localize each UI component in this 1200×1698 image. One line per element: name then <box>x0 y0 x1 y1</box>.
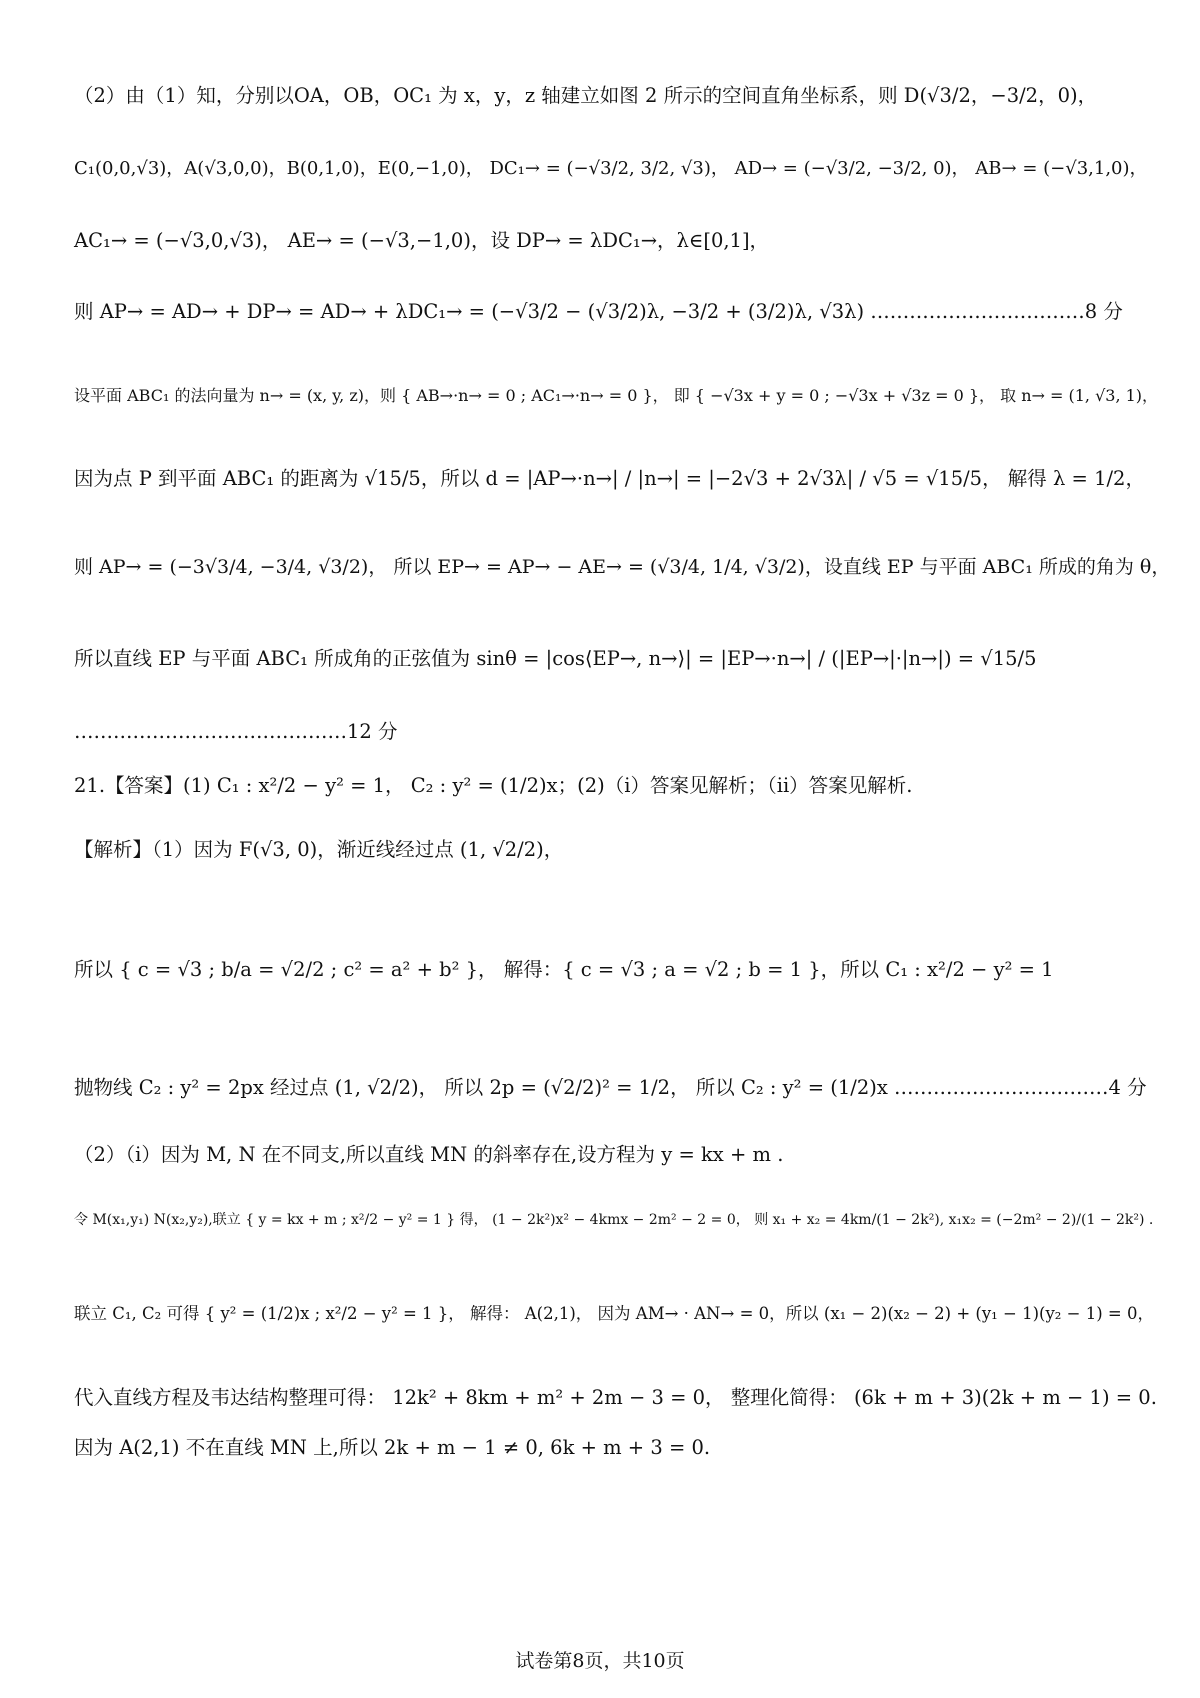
line-analysis-start: 【解析】（1）因为 F(√3, 0)，渐近线经过点 (1, √2/2)， <box>74 838 564 861</box>
line-vieta: 令 M(x₁,y₁) N(x₂,y₂),联立 { y = kx + m ; x²/2 − y² = 1 } 得， (1 − 2k²)x² − 4kmx − 2m² − 2 = 0， 则 x₁ + x₂ = 4km/(1 − 2k²), x₁x₂ = (−2m² − 2)/(1 − 2k²) . <box>74 1212 1154 1228</box>
line-ac1-ae-dp: AC₁→ = (−√3,0,√3)， AE→ = (−√3,−1,0)，设 DP→ = λDC₁→，λ∈[0,1]， <box>74 229 770 252</box>
line-normal-vector: 设平面 ABC₁ 的法向量为 n→ = (x, y, z)，则 { AB→·n→ = 0 ; AC₁→·n→ = 0 }， 即 { −√3x + y = 0 ; −√3x + √3z = 0 }， 取 n→ = (1, √3, 1)， <box>74 386 1159 405</box>
line-sine-value: 所以直线 EP 与平面 ABC₁ 所成角的正弦值为 sinθ = |cos⟨EP→, n→⟩| = |EP→·n→| / (|EP→|·|n→|) = √15/5 <box>74 647 1037 670</box>
line-intersection-a: 联立 C₁, C₂ 可得 { y² = (1/2)x ; x²/2 − y² = 1 }， 解得： A(2,1)， 因为 AM→ · AN→ = 0，所以 (x₁ − 2)(x₂ − 2) + (y₁ − 1)(y₂ − 1) = 0， <box>74 1304 1154 1323</box>
line-coordinate-system: （2）由（1）知，分别以OA，OB，OC₁ 为 x，y，z 轴建立如图 2 所示的空间直角坐标系，则 D(√3/2，−3/2，0)， <box>74 84 1098 107</box>
page-footer: 试卷第8页，共10页 <box>515 1650 685 1672</box>
line-part2-i: （2）（i）因为 M, N 在不同支,所以直线 MN 的斜率存在,设方程为 y = kx + m . <box>74 1143 784 1166</box>
line-distance: 因为点 P 到平面 ABC₁ 的距离为 √15/5，所以 d = |AP→·n→| / |n→| = |−2√3 + 2√3λ| / √5 = √15/5， 解得 λ = 1/2， <box>74 467 1145 490</box>
line-score-12: ……………………………………12 分 <box>74 720 398 743</box>
line-conclusion: 因为 A(2,1) 不在直线 MN 上,所以 2k + m − 1 ≠ 0, 6k + m + 3 = 0. <box>74 1436 711 1459</box>
line-simplify: 代入直线方程及韦达结构整理可得： 12k² + 8km + m² + 2m − 3 = 0， 整理化简得： (6k + m + 3)(2k + m − 1) = 0. <box>74 1386 1157 1409</box>
line-parabola: 抛物线 C₂ : y² = 2px 经过点 (1, √2/2)， 所以 2p = (√2/2)² = 1/2， 所以 C₂ : y² = (1/2)x ……………………………4 分 <box>74 1076 1147 1099</box>
line-points-vectors: C₁(0,0,√3)，A(√3,0,0)，B(0,1,0)，E(0,−1,0)， DC₁→ = (−√3/2, 3/2, √3)， AD→ = (−√3/2, −3/2, 0)， AB→ = (−√3,1,0)， <box>74 158 1148 179</box>
line-ap-vector: 则 AP→ = AD→ + DP→ = AD→ + λDC₁→ = (−√3/2 − (√3/2)λ, −3/2 + (3/2)λ, √3λ) ……………………………8 分 <box>74 300 1123 323</box>
line-q21-answer: 21.【答案】(1) C₁ : x²/2 − y² = 1， C₂ : y² = (1/2)x；(2)（i）答案见解析；（ii）答案见解析. <box>74 774 913 797</box>
line-system-c1: 所以 { c = √3 ; b/a = √2/2 ; c² = a² + b² }， 解得：{ c = √3 ; a = √2 ; b = 1 }，所以 C₁ : x²/2 − y² = 1 <box>74 958 1054 981</box>
line-ep-vector: 则 AP→ = (−3√3/4, −3/4, √3/2)， 所以 EP→ = AP→ − AE→ = (√3/4, 1/4, √3/2)，设直线 EP 与平面 ABC₁ 所成的角为 θ， <box>74 556 1171 578</box>
